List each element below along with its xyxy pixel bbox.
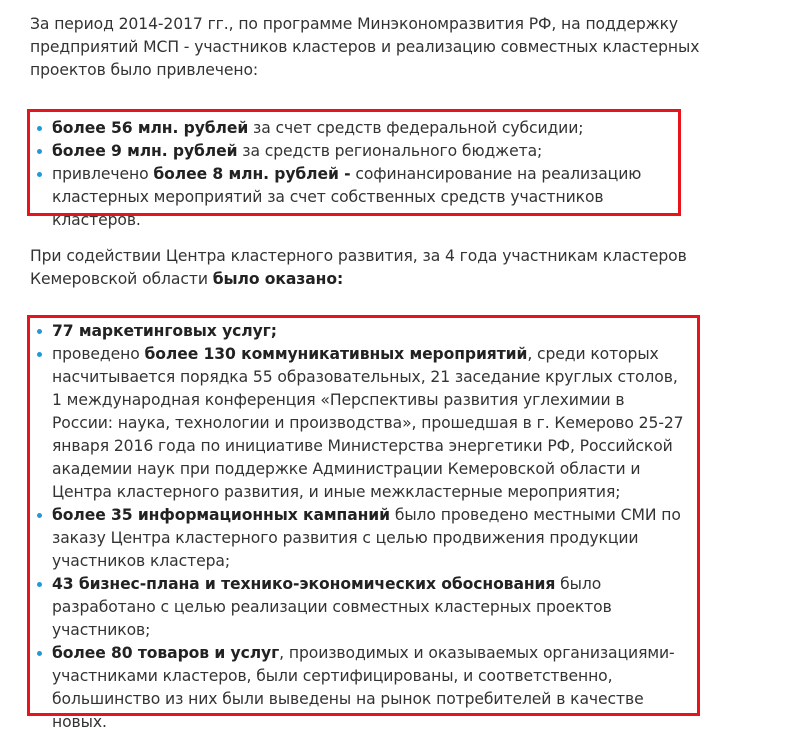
service-description: , производимых и оказываемых организациями-участниками кластеров, были сертифицированы, и соответственно, большинство из них были выведены на рынок потребителей в качестве новых. <box>52 644 675 731</box>
services-list <box>35 320 690 734</box>
service-highlight: 43 бизнес-плана и технико-экономических обоснования <box>52 575 556 593</box>
services-highlight-box <box>27 315 700 731</box>
funding-description: за счет средств федеральной субсидии; <box>248 119 584 137</box>
list-item <box>35 163 675 232</box>
bullet-icon <box>37 172 42 177</box>
list-item <box>35 573 690 642</box>
list-item <box>35 642 690 734</box>
service-prefix: проведено <box>52 345 145 363</box>
service-highlight: более 80 товаров и услуг <box>52 644 280 662</box>
funding-prefix: привлечено <box>52 165 154 183</box>
support-bold: было оказано: <box>212 270 344 288</box>
funding-description: софинансирование на реализацию кластерных мероприятий за счет собственных средств участников кластеров. <box>52 165 642 229</box>
service-description: было разработано с целью реализации совместных кластерных проектов участников; <box>52 575 612 639</box>
service-description: было проведено местными СМИ по заказу Центра кластерного развития с целью продвижения продукции участников кластера; <box>52 506 681 570</box>
list-item <box>35 343 690 504</box>
funding-amount: более 9 млн. рублей <box>52 142 238 160</box>
intro-text: За период 2014-2017 гг., по программе Минэкономразвития РФ, на поддержку предприятий МСП - участников кластеров и реализацию совместных кластерных проектов было привлечено: <box>30 15 700 79</box>
service-highlight: более 130 коммуникативных мероприятий <box>144 345 528 363</box>
service-description: , среди которых насчитывается порядка 55 образовательных, 21 заседание круглых столов, 1 международная конференция «Перспективы развития углехимии в России: наука, технологии и производства», прошедшая в г. Кемерово 25-27 января 2016 года по инициативе Министерства энергетики РФ, Российской академии наук при поддержке Администрации Кемеровской области и Центра кластерного развития, и иные межкластерные мероприятия; <box>52 345 684 501</box>
service-highlight: 77 маркетинговых услуг; <box>52 322 277 340</box>
bullet-icon <box>37 513 42 518</box>
funding-list <box>35 117 675 232</box>
list-item <box>35 140 675 163</box>
support-text: При содействии Центра кластерного развития, за 4 года участникам кластеров Кемеровской области <box>30 247 687 288</box>
bullet-icon <box>37 149 42 154</box>
funding-highlight-box <box>27 109 681 229</box>
bullet-icon <box>37 582 42 587</box>
bullet-icon <box>37 329 42 334</box>
funding-amount: более 8 млн. рублей - <box>153 165 351 183</box>
service-highlight: более 35 информационных кампаний <box>52 506 390 524</box>
intro-paragraph <box>30 13 770 82</box>
bullet-icon <box>37 651 42 656</box>
funding-amount: более 56 млн. рублей <box>52 119 249 137</box>
bullet-icon <box>37 352 42 357</box>
funding-description: за средств регионального бюджета; <box>237 142 543 160</box>
list-item <box>35 117 675 140</box>
list-item <box>35 504 690 573</box>
bullet-icon <box>37 126 42 131</box>
list-item <box>35 320 690 343</box>
support-paragraph <box>30 245 770 291</box>
